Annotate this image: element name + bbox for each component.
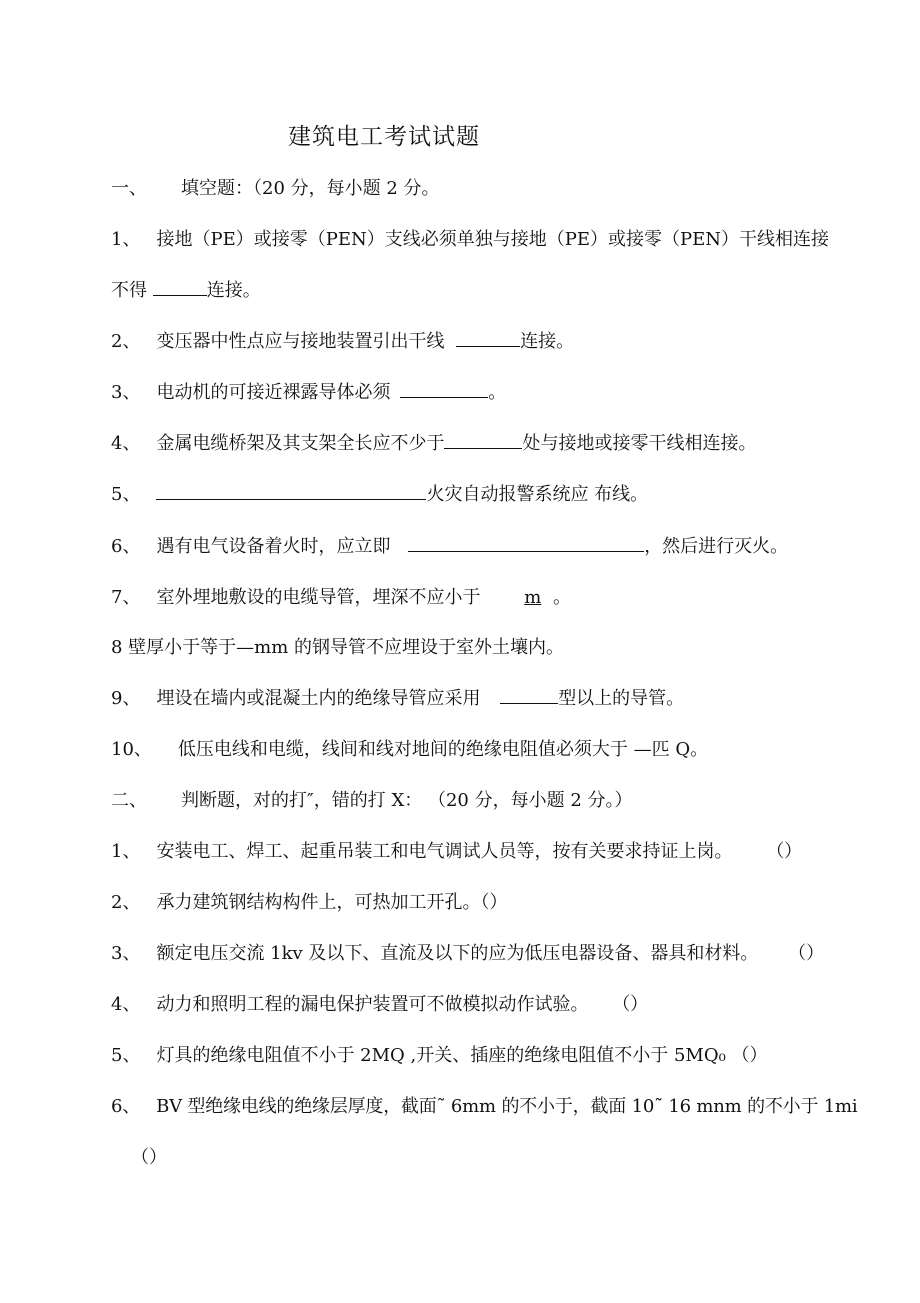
question-text: 不得 — [111, 280, 147, 301]
section-index: 一、 — [111, 178, 147, 199]
fill-question-7 — [111, 586, 571, 610]
question-text: 动力和照明工程的漏电保护装置可不做模拟动作试验。 — [156, 994, 589, 1015]
section-title: 填空题：（20 分，每小题 2 分。 — [181, 178, 440, 199]
answer-blank[interactable] — [400, 381, 488, 398]
question-text: BV 型绝缘电线的绝缘层厚度，截面˜ 6mm 的不小于，截面 10˜ 16 mnm 的不小于 1mi — [156, 1096, 858, 1117]
fill-question-8 — [111, 636, 564, 660]
question-text: 火灾自动报警系统应 布线。 — [426, 484, 649, 505]
question-number: 3、 — [111, 382, 141, 403]
answer-bracket[interactable]: （） — [788, 943, 825, 964]
question-number: 4、 — [111, 433, 141, 454]
question-text: 遇有电气设备着火时，应立即 — [156, 536, 391, 557]
section-title: 判断题，对的打″，错的打 X： （20 分，每小题 2 分。） — [181, 790, 633, 811]
question-number: 5、 — [111, 484, 141, 505]
question-text: 连接。 — [520, 331, 575, 352]
page-title: 建筑电工考试试题 — [288, 124, 480, 150]
question-number: 2、 — [111, 892, 141, 913]
answer-bracket[interactable]: （） — [131, 1147, 167, 1168]
judge-question-1 — [111, 840, 802, 864]
question-text: 。 — [553, 587, 571, 608]
judge-question-2 — [111, 891, 507, 915]
judge-question-6 — [111, 1095, 857, 1119]
question-text: 8 壁厚小于等于—mm 的钢导管不应埋设于室外土壤内。 — [111, 637, 565, 658]
answer-blank[interactable] — [408, 535, 644, 552]
fill-question-4 — [111, 432, 756, 456]
question-text: 电动机的可接近裸露导体必须 — [156, 382, 391, 403]
question-number: 5、 — [111, 1045, 141, 1066]
answer-bracket[interactable]: （） — [612, 994, 649, 1015]
section-judge-heading — [111, 789, 633, 813]
question-text: 安装电工、焊工、起重吊装工和电气调试人员等，按有关要求持证上岗。 — [156, 841, 733, 862]
question-number: 3、 — [111, 943, 141, 964]
question-text: 金属电缆桥架及其支架全长应不少于 — [156, 433, 445, 454]
question-number: 2、 — [111, 331, 141, 352]
question-number: 6、 — [111, 536, 141, 557]
judge-question-3 — [111, 942, 824, 966]
question-number: 1、 — [111, 841, 141, 862]
question-number: 1、 — [111, 229, 141, 250]
judge-question-5 — [111, 1044, 768, 1068]
question-number: 6、 — [111, 1096, 141, 1117]
question-text: ，然后进行灭火。 — [644, 536, 789, 557]
question-text: 变压器中性点应与接地装置引出干线 — [156, 331, 445, 352]
question-text: 埋设在墙内或混凝土内的绝缘导管应采用 — [156, 688, 481, 709]
judge-question-6-cont — [131, 1146, 167, 1170]
fill-question-1-cont — [111, 279, 261, 303]
answer-blank[interactable] — [156, 483, 426, 500]
fill-question-6 — [111, 535, 788, 559]
fill-question-1 — [111, 228, 829, 252]
question-text: 处与接地或接零干线相连接。 — [522, 433, 757, 454]
question-number: 4、 — [111, 994, 141, 1015]
judge-question-4 — [111, 993, 648, 1017]
section-index: 二、 — [111, 790, 147, 811]
question-text: 接地（PE）或接零（PEN）支线必须单独与接地（PE）或接零（PEN）干线相连接 — [156, 229, 829, 250]
answer-blank[interactable] — [456, 330, 520, 347]
question-text: 室外埋地敷设的电缆导管，埋深不应小于 — [156, 587, 481, 608]
question-text: 额定电压交流 1kv 及以下、直流及以下的应为低压电器设备、器具和材料。 — [156, 943, 759, 964]
unit-label: m — [524, 587, 542, 608]
answer-blank[interactable] — [500, 687, 558, 704]
answer-blank[interactable] — [153, 279, 207, 296]
question-text: 型以上的导管。 — [558, 688, 685, 709]
fill-question-9 — [111, 687, 684, 711]
answer-bracket[interactable]: （） — [766, 841, 803, 862]
question-text: 连接。 — [206, 280, 261, 301]
question-text: 承力建筑钢结构构件上，可热加工开孔。（） — [156, 892, 508, 913]
question-text: 。 — [488, 382, 507, 403]
fill-question-5 — [111, 483, 648, 507]
fill-question-3 — [111, 381, 506, 405]
answer-blank[interactable] — [444, 432, 522, 449]
question-number: 10、 — [111, 739, 152, 760]
fill-question-2 — [111, 330, 574, 354]
fill-question-10 — [111, 738, 708, 762]
question-number: 9、 — [111, 688, 141, 709]
question-text: 灯具的绝缘电阻值不小于 2MQ ,开关、插座的绝缘电阻值不小于 5MQ₀ （） — [156, 1045, 768, 1066]
section-fill-heading — [111, 177, 440, 201]
question-text: 低压电线和电缆，线间和线对地间的绝缘电阻值必须大于 —匹 Q。 — [177, 739, 709, 760]
question-number: 7、 — [111, 587, 141, 608]
